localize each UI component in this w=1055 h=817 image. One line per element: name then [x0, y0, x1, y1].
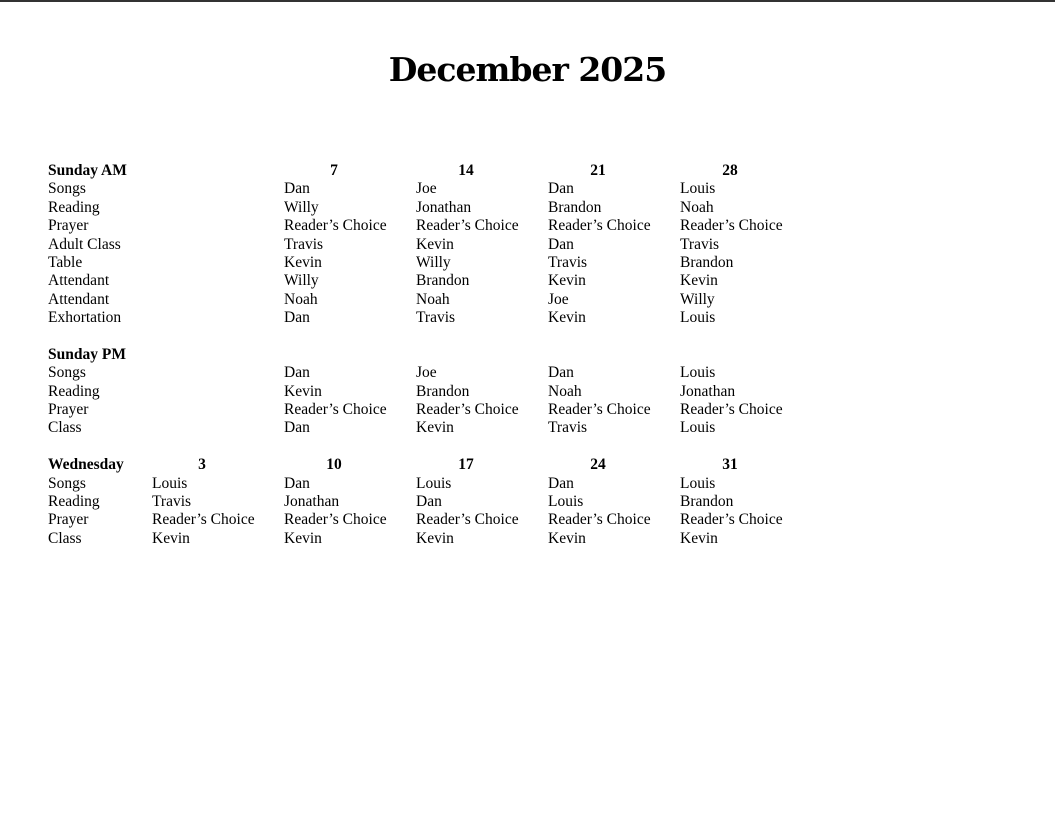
duty-row	[48, 236, 812, 254]
assignee-cell: Dan	[548, 474, 574, 492]
assignee-cell: Reader’s Choice	[548, 401, 651, 419]
assignee-cell: Kevin	[416, 419, 454, 437]
assignee-cell	[152, 383, 284, 401]
assignee-cell	[152, 254, 284, 272]
assignee-cell: Noah	[548, 382, 582, 400]
duty-row	[48, 383, 812, 401]
assignee-cell: Reader’s Choice	[284, 401, 387, 419]
duty-row	[48, 475, 812, 493]
section-header-row	[48, 346, 812, 364]
section-header-row	[48, 456, 812, 474]
schedule-table	[48, 162, 812, 567]
assignee-cell: Travis	[152, 493, 192, 511]
date-header: 31	[722, 456, 738, 474]
duty-role: Songs	[48, 474, 86, 492]
section-title: Sunday AM	[48, 162, 127, 179]
assignee-cell: Louis	[680, 364, 716, 382]
assignee-cell: Kevin	[284, 253, 322, 271]
assignee-cell: Kevin	[416, 235, 454, 253]
date-header	[152, 346, 284, 364]
assignee-cell	[152, 199, 284, 217]
assignee-cell: Kevin	[680, 272, 718, 290]
date-header	[548, 346, 680, 364]
assignee-cell: Kevin	[284, 529, 322, 547]
date-header	[284, 346, 416, 364]
assignee-cell: Brandon	[680, 493, 734, 511]
assignee-cell: Noah	[284, 290, 318, 308]
assignee-cell: Louis	[680, 309, 716, 327]
duty-role: Attendant	[48, 290, 110, 308]
assignee-cell: Louis	[548, 493, 584, 511]
page-title: December 2025	[388, 50, 667, 89]
duty-role: Songs	[48, 180, 86, 198]
duty-row	[48, 530, 812, 548]
assignee-cell	[152, 419, 284, 437]
date-header: 3	[198, 456, 206, 474]
assignee-cell	[152, 309, 284, 327]
date-header	[152, 162, 284, 180]
duty-role: Class	[48, 419, 82, 437]
assignee-cell: Dan	[284, 364, 310, 382]
duty-row	[48, 217, 812, 235]
assignee-cell: Reader’s Choice	[680, 401, 783, 419]
assignee-cell: Reader’s Choice	[284, 511, 387, 529]
assignee-cell: Kevin	[548, 309, 586, 327]
assignee-cell	[152, 401, 284, 419]
duty-row	[48, 493, 812, 511]
assignee-cell: Dan	[284, 309, 310, 327]
assignee-cell: Dan	[416, 493, 442, 511]
duty-role: Prayer	[48, 401, 89, 419]
duty-row	[48, 419, 812, 437]
assignee-cell: Brandon	[548, 198, 602, 216]
duty-role: Reading	[48, 493, 100, 511]
assignee-cell: Dan	[548, 364, 574, 382]
assignee-cell: Louis	[680, 419, 716, 437]
date-header	[680, 346, 812, 364]
assignee-cell: Dan	[284, 419, 310, 437]
assignee-cell: Willy	[680, 290, 715, 308]
date-header: 10	[326, 456, 342, 474]
assignee-cell: Reader’s Choice	[152, 511, 255, 529]
duty-row	[48, 309, 812, 327]
duty-role: Reading	[48, 382, 100, 400]
date-header: 14	[458, 162, 474, 179]
assignee-cell: Reader’s Choice	[548, 511, 651, 529]
date-header: 24	[590, 456, 606, 474]
duty-role: Table	[48, 253, 83, 271]
assignee-cell: Jonathan	[680, 382, 736, 400]
assignee-cell: Kevin	[680, 529, 718, 547]
assignee-cell: Dan	[284, 180, 310, 198]
assignee-cell: Travis	[284, 235, 324, 253]
duty-row	[48, 511, 812, 529]
assignee-cell: Reader’s Choice	[416, 217, 519, 235]
schedule-section	[48, 346, 812, 438]
assignee-cell: Travis	[548, 419, 588, 437]
duty-role: Songs	[48, 364, 86, 382]
assignee-cell: Kevin	[416, 529, 454, 547]
assignee-cell: Noah	[416, 290, 450, 308]
assignee-cell: Travis	[548, 253, 588, 271]
assignee-cell: Louis	[680, 474, 716, 492]
duty-row	[48, 254, 812, 272]
assignee-cell: Jonathan	[416, 198, 472, 216]
assignee-cell: Louis	[680, 180, 716, 198]
assignee-cell: Willy	[416, 253, 451, 271]
assignee-cell: Kevin	[152, 529, 190, 547]
assignee-cell: Joe	[416, 364, 437, 382]
assignee-cell: Kevin	[548, 529, 586, 547]
date-header: 21	[590, 162, 606, 179]
assignee-cell: Reader’s Choice	[680, 217, 783, 235]
assignee-cell: Brandon	[416, 272, 470, 290]
section-header-row	[48, 162, 812, 180]
assignee-cell: Reader’s Choice	[416, 511, 519, 529]
duty-row	[48, 180, 812, 198]
assignee-cell: Reader’s Choice	[680, 511, 783, 529]
duty-row	[48, 401, 812, 419]
date-header	[416, 346, 548, 364]
assignee-cell	[152, 217, 284, 235]
duty-row	[48, 199, 812, 217]
assignee-cell	[152, 180, 284, 198]
duty-row	[48, 291, 812, 309]
duty-role: Adult Class	[48, 235, 121, 253]
duty-role: Prayer	[48, 511, 89, 529]
duty-role: Attendant	[48, 272, 110, 290]
duty-role: Exhortation	[48, 309, 122, 327]
duty-row	[48, 364, 812, 382]
date-header: 28	[722, 162, 738, 179]
assignee-cell: Dan	[548, 180, 574, 198]
assignee-cell: Noah	[680, 198, 714, 216]
assignee-cell: Travis	[416, 309, 456, 327]
date-header: 17	[458, 456, 474, 474]
schedule-section	[48, 456, 812, 548]
assignee-cell: Brandon	[416, 382, 470, 400]
assignee-cell: Kevin	[548, 272, 586, 290]
date-header: 7	[330, 162, 338, 179]
assignee-cell	[152, 272, 284, 290]
assignee-cell: Dan	[284, 474, 310, 492]
top-border	[0, 0, 1055, 2]
duty-role: Class	[48, 529, 82, 547]
assignee-cell	[152, 236, 284, 254]
assignee-cell: Reader’s Choice	[284, 217, 387, 235]
schedule-section	[48, 162, 812, 328]
assignee-cell: Joe	[548, 290, 569, 308]
assignee-cell: Dan	[548, 235, 574, 253]
assignee-cell: Willy	[284, 272, 319, 290]
assignee-cell: Willy	[284, 198, 319, 216]
assignee-cell	[152, 291, 284, 309]
assignee-cell: Brandon	[680, 253, 734, 271]
assignee-cell: Jonathan	[284, 493, 340, 511]
assignee-cell: Louis	[152, 474, 188, 492]
duty-role: Prayer	[48, 217, 89, 235]
section-title: Wednesday	[48, 456, 124, 474]
assignee-cell: Louis	[416, 474, 452, 492]
assignee-cell: Kevin	[284, 382, 322, 400]
duty-row	[48, 272, 812, 290]
assignee-cell: Travis	[680, 235, 720, 253]
duty-role: Reading	[48, 198, 100, 216]
section-title: Sunday PM	[48, 345, 126, 363]
assignee-cell: Joe	[416, 180, 437, 198]
assignee-cell: Reader’s Choice	[416, 401, 519, 419]
assignee-cell: Reader’s Choice	[548, 217, 651, 235]
assignee-cell	[152, 364, 284, 382]
